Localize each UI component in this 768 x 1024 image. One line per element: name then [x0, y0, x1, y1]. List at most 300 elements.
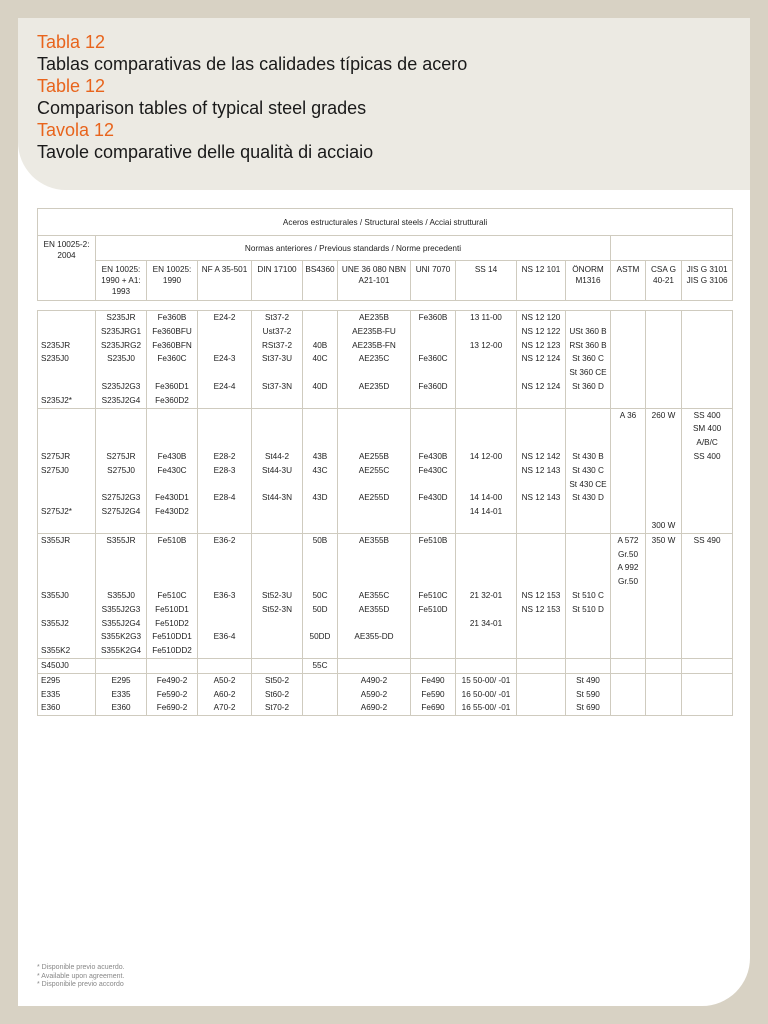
- table-cell: [338, 408, 411, 533]
- cell-line: [518, 617, 564, 631]
- column-header: SS 14: [456, 261, 517, 301]
- cell-line: 14 14-00: [469, 493, 503, 503]
- table-cell: [682, 408, 733, 533]
- cell-line: [199, 519, 250, 533]
- table-cell: [646, 673, 682, 715]
- column-header-row: [38, 261, 733, 301]
- cell-line: [199, 478, 250, 492]
- table-cell: [96, 533, 147, 658]
- cell-line: [412, 409, 454, 423]
- cell-line: [518, 366, 564, 380]
- cell-line: [199, 603, 250, 617]
- cell-line: A70-2: [213, 703, 236, 713]
- cell-line: [683, 548, 731, 562]
- table-cell: [611, 408, 646, 533]
- cell-line: 14 14-01: [469, 507, 503, 517]
- cell-line: S355K2: [41, 646, 71, 656]
- table-cell: [456, 311, 517, 409]
- title-label-it: Tavola 12: [37, 120, 115, 140]
- table-cell: [303, 311, 338, 409]
- cell-line: [567, 505, 609, 519]
- cell-line: [304, 422, 336, 436]
- cell-line: [683, 519, 731, 533]
- cell-line: NS 12 143: [521, 493, 561, 503]
- cell-line: A590-2: [360, 689, 388, 699]
- cell-line: [612, 491, 644, 505]
- cell-line: 16 55-00/ -01: [461, 703, 511, 713]
- current-standard-header: EN 10025-2: 2004: [38, 236, 96, 301]
- cell-line: AE235B: [358, 313, 390, 322]
- cell-line: [304, 478, 336, 492]
- cell-line: [567, 644, 609, 658]
- cell-line: [567, 311, 609, 325]
- cell-line: AE355B: [358, 535, 390, 545]
- cell-line: Fe360D1: [155, 381, 189, 391]
- cell-line: [304, 701, 336, 715]
- cell-line: [304, 561, 336, 575]
- cell-line: [457, 352, 515, 366]
- table-cell: [38, 533, 96, 658]
- title-label-en: Table 12: [37, 76, 106, 96]
- cell-line: 350 W: [651, 535, 676, 545]
- table-cell: [646, 658, 682, 673]
- cell-line: [647, 464, 680, 478]
- cell-line: [457, 534, 515, 548]
- cell-line: [683, 589, 731, 603]
- cell-line: [304, 505, 336, 519]
- cell-line: [457, 630, 515, 644]
- footnote-es: * Disponible previo acuerdo.: [37, 964, 125, 971]
- cell-line: [518, 422, 564, 436]
- cell-line: NS 12 124: [521, 354, 561, 364]
- cell-line: [683, 617, 731, 631]
- cell-line: [612, 603, 644, 617]
- steel-grades-table: [37, 208, 732, 716]
- cell-line: [457, 478, 515, 492]
- cell-line: [683, 394, 731, 408]
- cell-line: [199, 409, 250, 423]
- cell-line: [253, 659, 301, 673]
- cell-line: E36-2: [213, 535, 236, 545]
- table-row: [38, 673, 733, 715]
- table-cell: [38, 673, 96, 715]
- cell-line: [518, 478, 564, 492]
- cell-line: S355J2G3: [101, 604, 141, 614]
- cell-line: [253, 436, 301, 450]
- cell-line: [41, 575, 94, 589]
- cell-line: St 430 D: [572, 493, 604, 503]
- cell-line: [148, 659, 196, 673]
- cell-line: [518, 409, 564, 423]
- cell-line: [253, 394, 301, 408]
- column-header: EN 10025: 1990 + A1: 1993: [96, 261, 147, 301]
- cell-line: [41, 311, 94, 325]
- footnote-it: * Disponibile previo accordo: [37, 981, 124, 988]
- table-cell: [411, 408, 456, 533]
- cell-line: [148, 366, 196, 380]
- cell-line: [41, 366, 94, 380]
- cell-line: [683, 339, 731, 353]
- cell-line: NS 12 120: [521, 313, 561, 322]
- table-cell: [38, 658, 96, 673]
- cell-line: S235J2G3: [101, 381, 141, 391]
- table-cell: [566, 408, 611, 533]
- cell-line: [148, 548, 196, 562]
- cell-line: [41, 409, 94, 423]
- cell-line: St 360 CE: [569, 368, 607, 378]
- cell-line: S275JR: [106, 451, 136, 461]
- cell-line: A490-2: [360, 675, 388, 685]
- cell-line: SS 400: [693, 451, 721, 461]
- table-cell: [338, 658, 411, 673]
- cell-line: [457, 644, 515, 658]
- cell-line: St 430 CE: [569, 479, 607, 489]
- cell-line: SS 400: [693, 410, 721, 420]
- table-cell: [566, 311, 611, 409]
- cell-line: [412, 394, 454, 408]
- cell-line: [683, 478, 731, 492]
- cell-line: [567, 394, 609, 408]
- cell-line: [339, 436, 409, 450]
- cell-line: [612, 352, 644, 366]
- table-cell: [147, 533, 198, 658]
- cell-line: [518, 674, 564, 688]
- cell-line: E36-4: [213, 632, 236, 642]
- cell-line: 15 50-00/ -01: [461, 675, 511, 685]
- cell-line: [612, 422, 644, 436]
- table-cell: [303, 658, 338, 673]
- cell-line: [518, 534, 564, 548]
- cell-line: St52-3N: [261, 604, 293, 614]
- cell-line: [199, 366, 250, 380]
- cell-line: [612, 394, 644, 408]
- cell-line: [647, 701, 680, 715]
- column-header: EN 10025: 1990: [147, 261, 198, 301]
- table-cell: [646, 533, 682, 658]
- cell-line: St44-3U: [261, 465, 293, 475]
- cell-line: [339, 505, 409, 519]
- table-cell: [303, 408, 338, 533]
- cell-line: [41, 478, 94, 492]
- cell-line: [148, 422, 196, 436]
- table-cell: [646, 408, 682, 533]
- cell-line: [612, 519, 644, 533]
- cell-line: S450J0: [41, 660, 69, 670]
- cell-line: St37-2: [264, 313, 290, 322]
- cell-line: [612, 325, 644, 339]
- cell-line: [97, 519, 145, 533]
- cell-line: Fe360BFU: [152, 326, 192, 336]
- cell-line: [683, 325, 731, 339]
- cell-line: St44-3N: [261, 493, 293, 503]
- cell-line: S275J2G4: [101, 507, 141, 517]
- cell-line: [683, 491, 731, 505]
- cell-line: [97, 409, 145, 423]
- cell-line: [567, 561, 609, 575]
- cell-line: 13 12-00: [469, 340, 503, 350]
- cell-line: [647, 478, 680, 492]
- cell-line: E335: [41, 689, 61, 699]
- cell-line: Fe510D2: [155, 618, 189, 628]
- cell-line: [97, 478, 145, 492]
- cell-line: [683, 352, 731, 366]
- previous-standards-header: Normas anteriores / Previous standards / Norme precedenti: [96, 236, 611, 261]
- table-cell: [96, 311, 147, 409]
- cell-line: [518, 505, 564, 519]
- cell-line: [647, 644, 680, 658]
- cell-line: A60-2: [213, 689, 236, 699]
- cell-line: [612, 644, 644, 658]
- cell-line: A 572: [617, 535, 639, 545]
- cell-line: Fe510D: [418, 604, 448, 614]
- cell-line: [683, 575, 731, 589]
- cell-line: 260 W: [651, 410, 676, 420]
- cell-line: [41, 491, 94, 505]
- cell-line: Gr.50: [617, 577, 639, 587]
- cell-line: 16 50-00/ -01: [461, 689, 511, 699]
- cell-line: [97, 436, 145, 450]
- cell-line: S275J2*: [41, 507, 72, 517]
- table-cell: [646, 311, 682, 409]
- cell-line: [199, 644, 250, 658]
- column-header: NF A 35-501: [198, 261, 252, 301]
- table-cell: [682, 311, 733, 409]
- cell-line: [518, 575, 564, 589]
- cell-line: S355JR: [41, 535, 71, 545]
- column-header: DIN 17100: [252, 261, 303, 301]
- cell-line: [199, 659, 250, 673]
- cell-line: [199, 548, 250, 562]
- cell-line: 50C: [312, 590, 328, 600]
- cell-line: [253, 534, 301, 548]
- cell-line: [647, 575, 680, 589]
- title-header: [18, 18, 750, 190]
- cell-line: [647, 561, 680, 575]
- table-cell: [566, 533, 611, 658]
- table-row: [38, 533, 733, 658]
- cell-line: 40D: [312, 381, 328, 391]
- cell-line: [683, 561, 731, 575]
- cell-line: [518, 519, 564, 533]
- cell-line: NS 12 123: [521, 340, 561, 350]
- column-header: UNE 36 080 NBN A21-101: [338, 261, 411, 301]
- cell-line: [339, 409, 409, 423]
- cell-line: S235J2*: [41, 395, 72, 405]
- cell-line: [612, 701, 644, 715]
- cell-line: S235JR: [41, 340, 71, 350]
- table-cell: [338, 311, 411, 409]
- cell-line: [457, 548, 515, 562]
- cell-line: [412, 505, 454, 519]
- cell-line: Fe510C: [157, 590, 187, 600]
- title-text-it: Tavole comparative delle qualità di acciaio: [37, 142, 374, 162]
- cell-line: [412, 561, 454, 575]
- cell-line: E24-2: [213, 313, 236, 322]
- cell-line: [97, 561, 145, 575]
- cell-line: Fe590-2: [156, 689, 188, 699]
- cell-line: [647, 380, 680, 394]
- cell-line: NS 12 122: [521, 326, 561, 336]
- cell-line: S355J0: [41, 590, 69, 600]
- cell-line: [148, 436, 196, 450]
- cell-line: Fe430D2: [155, 507, 189, 517]
- table-cell: [198, 658, 252, 673]
- caption-row: [38, 209, 733, 236]
- cell-line: Fe430D: [418, 493, 448, 503]
- cell-line: E36-3: [213, 590, 236, 600]
- cell-line: [647, 436, 680, 450]
- table-cell: [252, 311, 303, 409]
- cell-line: S235J0: [107, 354, 135, 364]
- cell-line: [647, 659, 680, 673]
- table-cell: [147, 408, 198, 533]
- cell-line: [199, 561, 250, 575]
- cell-line: St60-2: [264, 689, 290, 699]
- cell-line: [304, 674, 336, 688]
- cell-line: Ust37-2: [262, 326, 292, 336]
- cell-line: 40C: [312, 354, 328, 364]
- cell-line: AE235B-FN: [352, 340, 396, 350]
- cell-line: [457, 409, 515, 423]
- table-cell: [456, 533, 517, 658]
- group-spacer: [38, 301, 733, 311]
- cell-line: St44-2: [264, 451, 290, 461]
- cell-line: [612, 339, 644, 353]
- column-header: CSA G 40-21: [646, 261, 682, 301]
- cell-line: [647, 617, 680, 631]
- table-cell: [517, 533, 566, 658]
- footnotes: [37, 964, 125, 990]
- cell-line: [612, 478, 644, 492]
- cell-line: [199, 436, 250, 450]
- column-header: UNI 7070: [411, 261, 456, 301]
- column-header: NS 12 101: [517, 261, 566, 301]
- cell-line: [567, 575, 609, 589]
- cell-line: Fe690-2: [156, 703, 188, 713]
- table-cell: [96, 673, 147, 715]
- cell-line: [612, 505, 644, 519]
- cell-line: 50D: [312, 604, 328, 614]
- cell-line: [683, 701, 731, 715]
- cell-line: [567, 436, 609, 450]
- column-header: BS4360: [303, 261, 338, 301]
- cell-line: [412, 644, 454, 658]
- cell-line: AE255D: [358, 493, 390, 503]
- cell-line: [97, 548, 145, 562]
- cell-line: [457, 659, 515, 673]
- cell-line: [339, 519, 409, 533]
- cell-line: St70-2: [264, 703, 290, 713]
- cell-line: Fe430C: [418, 465, 448, 475]
- cell-line: [199, 339, 250, 353]
- cell-line: USt 360 B: [569, 326, 607, 336]
- cell-line: S235J0: [41, 354, 69, 364]
- cell-line: S275J0: [41, 465, 69, 475]
- cell-line: S355K2G4: [100, 646, 142, 656]
- cell-line: [612, 617, 644, 631]
- cell-line: [412, 436, 454, 450]
- cell-line: RSt37-2: [261, 340, 293, 350]
- cell-line: [148, 575, 196, 589]
- cell-line: 40B: [312, 340, 328, 350]
- cell-line: [683, 505, 731, 519]
- cell-line: 43B: [312, 451, 328, 461]
- table-cell: [566, 658, 611, 673]
- cell-line: 300 W: [651, 520, 676, 530]
- cell-line: 50B: [312, 535, 328, 545]
- column-header: ÖNORM M1316: [566, 261, 611, 301]
- title-text-en: Comparison tables of typical steel grades: [37, 98, 367, 118]
- cell-line: [339, 659, 409, 673]
- cell-line: AE355D: [358, 604, 390, 614]
- cell-line: [457, 561, 515, 575]
- cell-line: [683, 603, 731, 617]
- cell-line: S275J2G3: [101, 493, 141, 503]
- cell-line: S355K2G3: [100, 632, 142, 642]
- table-cell: [198, 408, 252, 533]
- title-label-es: Tabla 12: [37, 32, 106, 52]
- cell-line: [683, 366, 731, 380]
- cell-line: [518, 644, 564, 658]
- cell-line: Fe360B: [418, 313, 448, 322]
- cell-line: AE355C: [358, 590, 390, 600]
- cell-line: [683, 630, 731, 644]
- cell-line: St50-2: [264, 675, 290, 685]
- table-cell: [566, 673, 611, 715]
- cell-line: [683, 380, 731, 394]
- cell-line: [253, 617, 301, 631]
- table-cell: [611, 311, 646, 409]
- cell-line: S235JRG2: [100, 340, 142, 350]
- cell-line: [304, 325, 336, 339]
- cell-line: A50-2: [213, 675, 236, 685]
- table-row: [38, 408, 733, 533]
- table-cell: [38, 408, 96, 533]
- cell-line: [457, 519, 515, 533]
- cell-line: Fe430B: [418, 451, 448, 461]
- cell-line: [339, 561, 409, 575]
- cell-line: [457, 366, 515, 380]
- cell-line: [304, 575, 336, 589]
- cell-line: S275J0: [107, 465, 135, 475]
- cell-line: [412, 548, 454, 562]
- cell-line: [518, 659, 564, 673]
- cell-line: NS 12 153: [521, 604, 561, 614]
- cell-line: [304, 617, 336, 631]
- cell-line: [41, 325, 94, 339]
- cell-line: [97, 659, 145, 673]
- cell-line: [41, 603, 94, 617]
- cell-line: E28-2: [213, 451, 236, 461]
- cell-line: E295: [41, 675, 61, 685]
- cell-line: [412, 366, 454, 380]
- cell-line: Fe590: [421, 689, 445, 699]
- cell-line: [457, 380, 515, 394]
- cell-line: [518, 688, 564, 702]
- table-cell: [96, 408, 147, 533]
- table-cell: [303, 533, 338, 658]
- cell-line: E24-3: [213, 354, 236, 364]
- cell-line: [518, 561, 564, 575]
- cell-line: St 510 C: [572, 590, 604, 600]
- column-header: JIS G 3101 JIS G 3106: [682, 261, 733, 301]
- cell-line: [41, 630, 94, 644]
- cell-line: [683, 688, 731, 702]
- cell-line: Fe360D2: [155, 395, 189, 405]
- cell-line: Fe360C: [157, 354, 187, 364]
- cell-line: S235J2G4: [101, 395, 141, 405]
- cell-line: E28-3: [213, 465, 236, 475]
